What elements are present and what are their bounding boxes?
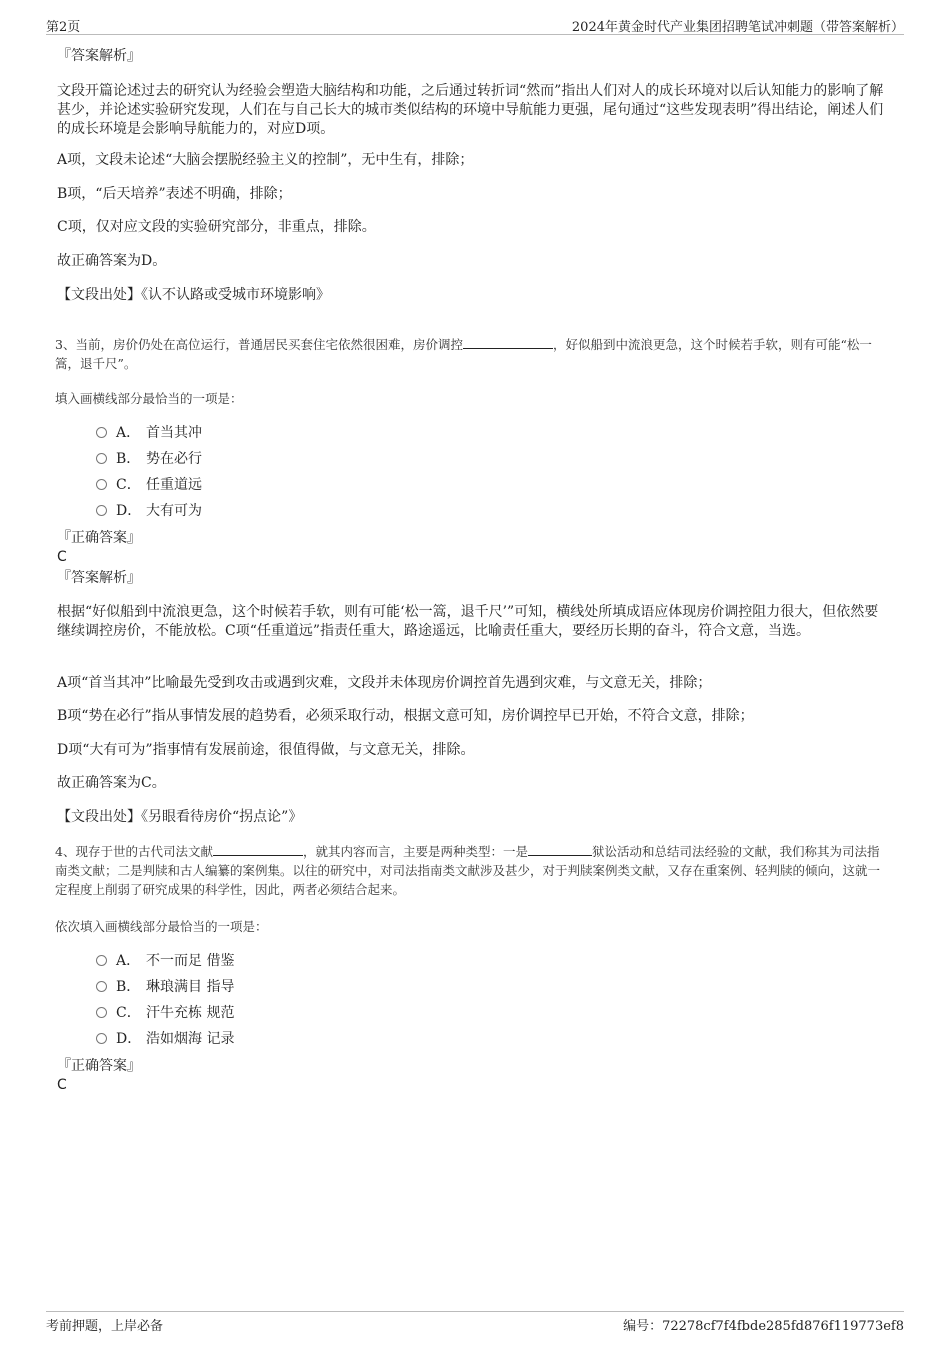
page-number: 第2页 [46,20,81,35]
q4-stem: 4、现存于世的古代司法文献 ，就其内容而言，主要是两种类型：一是 狱讼活动和总结司法经验的文献，我们称其为司法指南类文献；二是判牍和古人编纂的案例集。以往的研究中，对司法指南类文献涉及甚少，对于判牍案例类文献，又存在重案例、轻判牍的倾向，这就一定程度上削弱了研究成果的科学性，因此，两者必须结合起来。 [55,844,881,897]
q3-option-a[interactable]: A． 首当其冲 [96,423,202,443]
q2-conclusion: 故正确答案为D。 [57,253,167,269]
q3-option-b[interactable]: B． 势在必行 [96,449,202,469]
q4-answer: C [57,1077,67,1093]
page-header [46,14,904,35]
document-id: 编号：72278cf7f4fbde285fd876f119773ef8 [623,1319,904,1334]
q4-prompt: 依次填入画横线部分最恰当的一项是： [55,919,268,934]
q3-analysis-paragraph: 根据“好似船到中流浪更急，这个时候若手软，则有可能‘松一篙，退千尺’”可知，横线处所填成语应体现房价调控阻力很大，但依然要继续调控房价，不能放松。C项“任重道远”指责任重大，路途遥远，比喻责任重大，要经历长期的奋斗，符合文意，当选。 [57,604,879,639]
q4-option-d[interactable]: D． 浩如烟海 记录 [96,1029,234,1049]
q2-analysis-option-a: A项，文段未论述“大脑会摆脱经验主义的控制”，无中生有，排除； [57,152,474,168]
q3-analysis-option-a: A项“首当其冲”比喻最先受到攻击或遇到灾难，文段并未体现房价调控首先遇到灾难，与文意无关，排除； [57,675,712,691]
q4-option-b[interactable]: B． 琳琅满目 指导 [96,977,234,997]
q3-analysis-option-b: B项“势在必行”指从事情发展的趋势看，必须采取行动，根据文意可知，房价调控早已开始，不符合文意，排除； [57,708,754,724]
radio-icon[interactable] [96,1007,107,1018]
q2-analysis-label: 『答案解析』 [57,48,141,64]
radio-icon[interactable] [96,505,107,516]
q3-analysis-option-d: D项“大有可为”指事情有发展前途，很值得做，与文意无关，排除。 [57,742,475,758]
radio-icon[interactable] [96,427,107,438]
radio-icon[interactable] [96,981,107,992]
footer-slogan: 考前押题，上岸必备 [46,1319,164,1334]
radio-icon[interactable] [96,1033,107,1044]
q3-stem: 3、当前，房价仍处在高位运行，普通居民买套住宅依然很困难，房价调控 ，好似船到中流浪更急，这个时候若手软，则有可能“松一篙，退千尺”。 [55,337,872,371]
q3-answer-label: 『正确答案』 [57,530,141,546]
q3-source: 【文段出处】《另眼看待房价“拐点论”》 [57,809,303,825]
q4-answer-label: 『正确答案』 [57,1058,141,1074]
q2-analysis-option-c: C项，仅对应文段的实验研究部分，非重点，排除。 [57,219,376,235]
q3-conclusion: 故正确答案为C。 [57,775,166,791]
document-title: 2024年黄金时代产业集团招聘笔试冲刺题（带答案解析） [571,20,904,35]
fill-blank [528,843,592,856]
fill-blank [213,843,303,856]
q3-analysis-label: 『答案解析』 [57,570,141,586]
q3-option-c[interactable]: C． 任重道远 [96,475,202,495]
q4-option-c[interactable]: C． 汗牛充栋 规范 [96,1003,234,1023]
q2-analysis-option-b: B项，“后天培养”表述不明确，排除； [57,186,292,202]
q2-analysis-paragraph: 文段开篇论述过去的研究认为经验会塑造大脑结构和功能，之后通过转折词“然而”指出人们对人的成长环境对以后认知能力的影响了解甚少，并论述实验研究发现，人们在与自己长大的城市类似结构的环境中导航能力更强，尾句通过“这些发现表明”得出结论，阐述人们的成长环境是会影响导航能力的，对应D项。 [57,83,884,137]
radio-icon[interactable] [96,479,107,490]
q4-option-a[interactable]: A． 不一而足 借鉴 [96,951,234,971]
radio-icon[interactable] [96,955,107,966]
q2-source: 【文段出处】《认不认路或受城市环境影响》 [57,287,330,303]
radio-icon[interactable] [96,453,107,464]
q3-answer: C [57,549,67,565]
page-footer [46,1311,904,1336]
fill-blank [463,336,553,349]
q3-prompt: 填入画横线部分最恰当的一项是： [55,391,243,406]
q3-option-d[interactable]: D． 大有可为 [96,501,202,521]
